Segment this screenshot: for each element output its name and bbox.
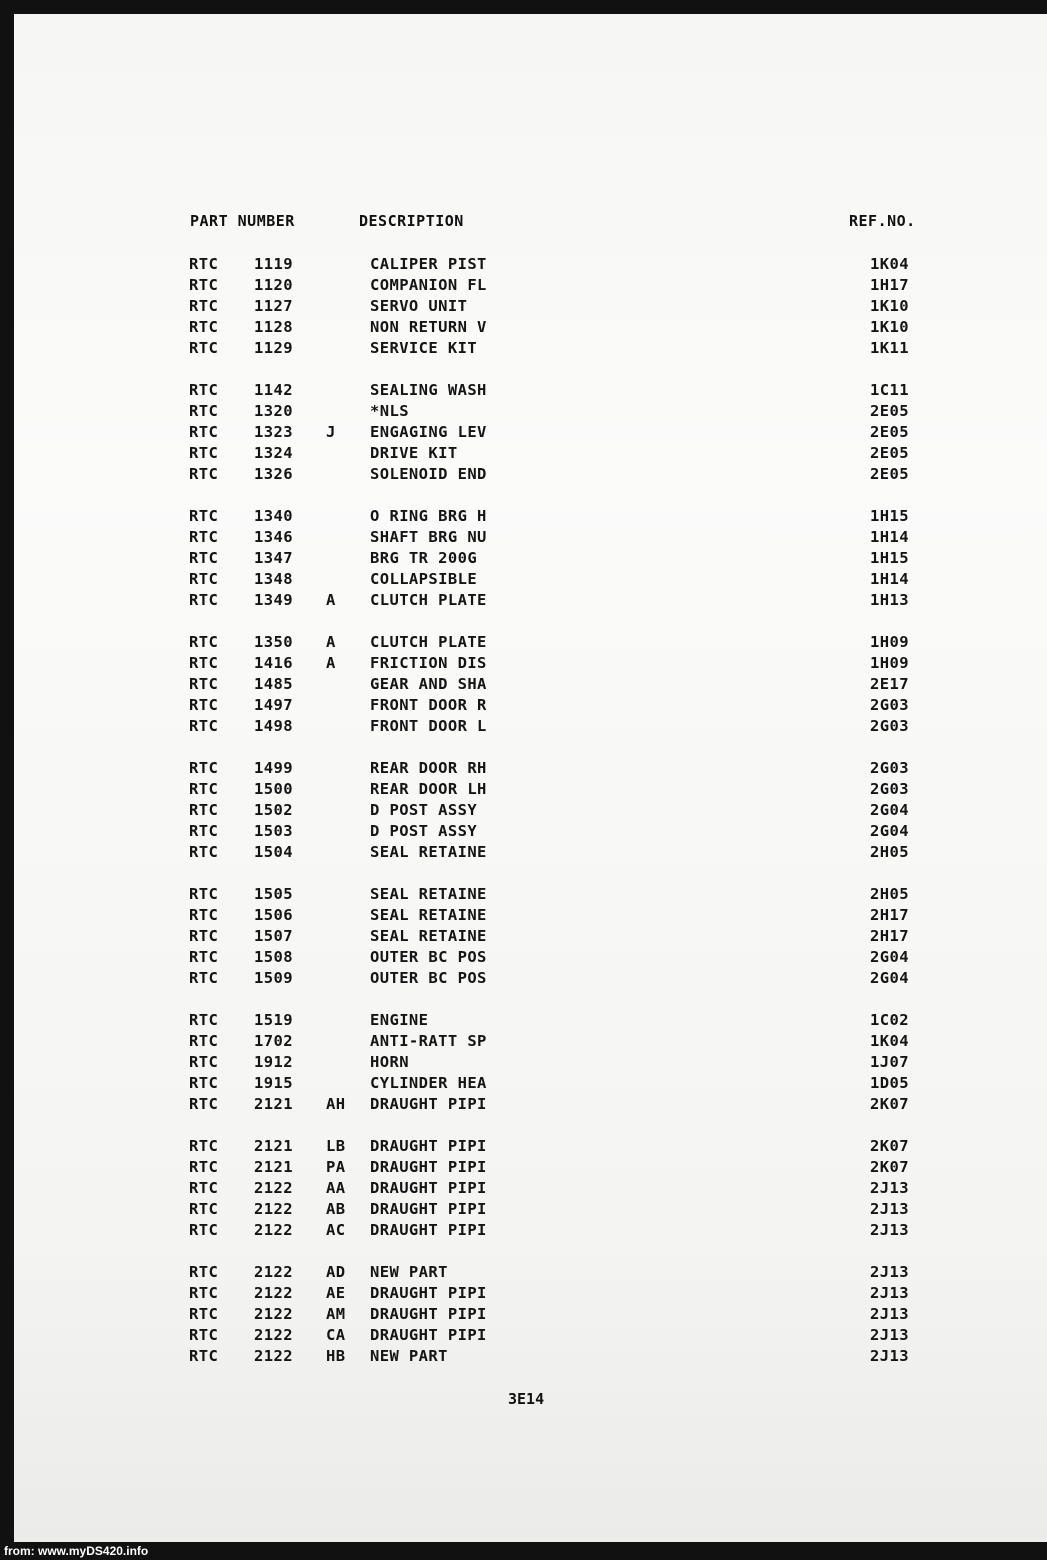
part-ref: 2G03 — [870, 696, 909, 714]
part-description: SEAL RETAINE — [370, 906, 487, 924]
part-prefix: RTC — [189, 633, 219, 651]
part-row — [14, 1031, 1047, 1052]
part-number: 1320 — [254, 402, 293, 420]
part-number: 1416 — [254, 654, 293, 672]
part-row — [14, 905, 1047, 926]
part-number: 2122 — [254, 1347, 293, 1365]
part-description: DRAUGHT PIPI — [370, 1221, 487, 1239]
part-prefix: RTC — [189, 1137, 219, 1155]
part-number: 1119 — [254, 255, 293, 273]
part-prefix: RTC — [189, 1347, 219, 1365]
part-number: 1324 — [254, 444, 293, 462]
part-suffix: A — [326, 591, 336, 609]
part-row — [14, 275, 1047, 296]
bleed-through — [14, 1414, 1047, 1542]
part-number: 1702 — [254, 1032, 293, 1050]
part-description: ENGAGING LEV — [370, 423, 487, 441]
part-row — [14, 1178, 1047, 1199]
header-part-number: PART NUMBER — [190, 212, 295, 230]
part-description: DRAUGHT PIPI — [370, 1137, 487, 1155]
part-prefix: RTC — [189, 1200, 219, 1218]
part-row — [14, 254, 1047, 275]
part-description: HORN — [370, 1053, 409, 1071]
part-description: REAR DOOR RH — [370, 759, 487, 777]
part-description: DRIVE KIT — [370, 444, 458, 462]
part-row — [14, 569, 1047, 590]
part-row — [14, 779, 1047, 800]
part-prefix: RTC — [189, 759, 219, 777]
part-row — [14, 1010, 1047, 1031]
part-prefix: RTC — [189, 1284, 219, 1302]
part-description: CALIPER PIST — [370, 255, 487, 273]
part-ref: 2G04 — [870, 822, 909, 840]
part-ref: 2J13 — [870, 1284, 909, 1302]
part-number: 2122 — [254, 1200, 293, 1218]
part-prefix: RTC — [189, 1326, 219, 1344]
part-row — [14, 1157, 1047, 1178]
part-prefix: RTC — [189, 402, 219, 420]
part-number: 1142 — [254, 381, 293, 399]
part-row — [14, 821, 1047, 842]
part-description: CLUTCH PLATE — [370, 633, 487, 651]
part-description: SEALING WASH — [370, 381, 487, 399]
part-description: D POST ASSY — [370, 801, 478, 819]
part-number: 1499 — [254, 759, 293, 777]
part-number: 1323 — [254, 423, 293, 441]
part-prefix: RTC — [189, 423, 219, 441]
part-prefix: RTC — [189, 465, 219, 483]
part-ref: 2H17 — [870, 927, 909, 945]
part-description: SEAL RETAINE — [370, 885, 487, 903]
part-row — [14, 842, 1047, 863]
part-number: 1509 — [254, 969, 293, 987]
part-description: DRAUGHT PIPI — [370, 1305, 487, 1323]
part-description: DRAUGHT PIPI — [370, 1179, 487, 1197]
part-row — [14, 674, 1047, 695]
part-ref: 2J13 — [870, 1305, 909, 1323]
part-prefix: RTC — [189, 906, 219, 924]
part-ref: 1H15 — [870, 549, 909, 567]
part-description: OUTER BC POS — [370, 969, 487, 987]
part-row — [14, 653, 1047, 674]
part-row — [14, 1283, 1047, 1304]
part-prefix: RTC — [189, 444, 219, 462]
part-row — [14, 716, 1047, 737]
part-row — [14, 1325, 1047, 1346]
part-row — [14, 1094, 1047, 1115]
part-ref: 2G03 — [870, 780, 909, 798]
row-group — [14, 1010, 1047, 1115]
part-prefix: RTC — [189, 297, 219, 315]
part-number: 2122 — [254, 1221, 293, 1239]
part-number: 1129 — [254, 339, 293, 357]
part-ref: 1K10 — [870, 297, 909, 315]
part-row — [14, 317, 1047, 338]
part-suffix: AA — [326, 1179, 346, 1197]
part-number: 1519 — [254, 1011, 293, 1029]
part-prefix: RTC — [189, 1032, 219, 1050]
part-prefix: RTC — [189, 801, 219, 819]
part-suffix: AB — [326, 1200, 346, 1218]
part-ref: 1K11 — [870, 339, 909, 357]
part-row — [14, 590, 1047, 611]
part-number: 1340 — [254, 507, 293, 525]
part-prefix: RTC — [189, 549, 219, 567]
part-description: COMPANION FL — [370, 276, 487, 294]
part-number: 1505 — [254, 885, 293, 903]
header-description: DESCRIPTION — [359, 212, 464, 230]
part-number: 1912 — [254, 1053, 293, 1071]
part-suffix: AD — [326, 1263, 346, 1281]
part-prefix: RTC — [189, 318, 219, 336]
part-description: SEAL RETAINE — [370, 927, 487, 945]
part-ref: 2G04 — [870, 801, 909, 819]
part-ref: 2J13 — [870, 1221, 909, 1239]
part-ref: 2E17 — [870, 675, 909, 693]
part-prefix: RTC — [189, 843, 219, 861]
part-prefix: RTC — [189, 948, 219, 966]
part-description: NEW PART — [370, 1347, 448, 1365]
part-row — [14, 296, 1047, 317]
part-ref: 2J13 — [870, 1263, 909, 1281]
part-row — [14, 1346, 1047, 1367]
part-description: SOLENOID END — [370, 465, 487, 483]
part-row — [14, 926, 1047, 947]
part-number: 2122 — [254, 1263, 293, 1281]
part-prefix: RTC — [189, 591, 219, 609]
part-number: 1497 — [254, 696, 293, 714]
part-row — [14, 632, 1047, 653]
part-description: BRG TR 200G — [370, 549, 478, 567]
part-ref: 1H09 — [870, 654, 909, 672]
part-description: DRAUGHT PIPI — [370, 1158, 487, 1176]
part-description: NON RETURN V — [370, 318, 487, 336]
part-description: SEAL RETAINE — [370, 843, 487, 861]
part-description: O RING BRG H — [370, 507, 487, 525]
part-description: ANTI-RATT SP — [370, 1032, 487, 1050]
part-suffix: AC — [326, 1221, 346, 1239]
part-ref: 2K07 — [870, 1137, 909, 1155]
part-ref: 1K04 — [870, 1032, 909, 1050]
part-prefix: RTC — [189, 528, 219, 546]
part-prefix: RTC — [189, 654, 219, 672]
part-row — [14, 506, 1047, 527]
part-ref: 2J13 — [870, 1347, 909, 1365]
part-number: 2121 — [254, 1095, 293, 1113]
part-ref: 1H14 — [870, 570, 909, 588]
part-ref: 1H13 — [870, 591, 909, 609]
part-number: 2121 — [254, 1137, 293, 1155]
part-number: 1326 — [254, 465, 293, 483]
part-row — [14, 548, 1047, 569]
part-prefix: RTC — [189, 1011, 219, 1029]
row-group — [14, 632, 1047, 737]
source-watermark: from: www.myDS420.info — [4, 1544, 149, 1558]
row-group — [14, 380, 1047, 485]
part-prefix: RTC — [189, 381, 219, 399]
part-prefix: RTC — [189, 885, 219, 903]
part-number: 1347 — [254, 549, 293, 567]
part-prefix: RTC — [189, 1074, 219, 1092]
part-row — [14, 1052, 1047, 1073]
part-ref: 2G03 — [870, 759, 909, 777]
part-row — [14, 1262, 1047, 1283]
part-prefix: RTC — [189, 570, 219, 588]
part-row — [14, 380, 1047, 401]
part-description: SHAFT BRG NU — [370, 528, 487, 546]
part-ref: 1C11 — [870, 381, 909, 399]
document-page — [14, 14, 1047, 1542]
part-row — [14, 947, 1047, 968]
part-prefix: RTC — [189, 1053, 219, 1071]
part-description: SERVICE KIT — [370, 339, 478, 357]
part-ref: 2G04 — [870, 969, 909, 987]
part-ref: 2E05 — [870, 423, 909, 441]
part-prefix: RTC — [189, 696, 219, 714]
part-row — [14, 443, 1047, 464]
part-description: COLLAPSIBLE — [370, 570, 478, 588]
part-prefix: RTC — [189, 675, 219, 693]
row-group — [14, 1262, 1047, 1367]
part-row — [14, 401, 1047, 422]
part-row — [14, 527, 1047, 548]
part-number: 1128 — [254, 318, 293, 336]
part-ref: 2H05 — [870, 885, 909, 903]
part-prefix: RTC — [189, 822, 219, 840]
part-ref: 2J13 — [870, 1179, 909, 1197]
part-ref: 2J13 — [870, 1200, 909, 1218]
row-group — [14, 1136, 1047, 1241]
part-ref: 1H14 — [870, 528, 909, 546]
part-ref: 2K07 — [870, 1095, 909, 1113]
part-number: 1348 — [254, 570, 293, 588]
parts-list — [14, 254, 1047, 1388]
part-description: REAR DOOR LH — [370, 780, 487, 798]
part-ref: 2K07 — [870, 1158, 909, 1176]
part-description: SERVO UNIT — [370, 297, 468, 315]
part-number: 1500 — [254, 780, 293, 798]
part-number: 2122 — [254, 1179, 293, 1197]
part-suffix: AM — [326, 1305, 346, 1323]
part-ref: 1K04 — [870, 255, 909, 273]
part-description: OUTER BC POS — [370, 948, 487, 966]
part-ref: 2G04 — [870, 948, 909, 966]
part-description: NEW PART — [370, 1263, 448, 1281]
row-group — [14, 506, 1047, 611]
part-row — [14, 1304, 1047, 1325]
part-prefix: RTC — [189, 969, 219, 987]
part-row — [14, 968, 1047, 989]
part-row — [14, 884, 1047, 905]
part-row — [14, 758, 1047, 779]
part-ref: 1H15 — [870, 507, 909, 525]
part-number: 2122 — [254, 1305, 293, 1323]
part-description: FRONT DOOR R — [370, 696, 487, 714]
part-description: FRICTION DIS — [370, 654, 487, 672]
part-description: DRAUGHT PIPI — [370, 1326, 487, 1344]
part-row — [14, 695, 1047, 716]
part-prefix: RTC — [189, 717, 219, 735]
part-suffix: HB — [326, 1347, 346, 1365]
part-row — [14, 1199, 1047, 1220]
part-number: 2122 — [254, 1326, 293, 1344]
part-ref: 1J07 — [870, 1053, 909, 1071]
part-number: 2121 — [254, 1158, 293, 1176]
part-ref: 2E05 — [870, 444, 909, 462]
part-number: 1504 — [254, 843, 293, 861]
part-row — [14, 1073, 1047, 1094]
header-ref-no: REF.NO. — [849, 212, 916, 230]
part-description: DRAUGHT PIPI — [370, 1200, 487, 1218]
part-row — [14, 1136, 1047, 1157]
part-suffix: AH — [326, 1095, 346, 1113]
part-number: 2122 — [254, 1284, 293, 1302]
row-group — [14, 758, 1047, 863]
part-ref: 2H17 — [870, 906, 909, 924]
part-description: DRAUGHT PIPI — [370, 1095, 487, 1113]
part-number: 1508 — [254, 948, 293, 966]
part-number: 1506 — [254, 906, 293, 924]
part-number: 1485 — [254, 675, 293, 693]
part-ref: 1C02 — [870, 1011, 909, 1029]
part-suffix: A — [326, 633, 336, 651]
part-suffix: J — [326, 423, 336, 441]
part-ref: 2G03 — [870, 717, 909, 735]
part-number: 1915 — [254, 1074, 293, 1092]
part-number: 1502 — [254, 801, 293, 819]
part-description: FRONT DOOR L — [370, 717, 487, 735]
row-group — [14, 884, 1047, 989]
part-prefix: RTC — [189, 1095, 219, 1113]
part-ref: 2J13 — [870, 1326, 909, 1344]
column-header — [14, 212, 1047, 234]
part-number: 1120 — [254, 276, 293, 294]
part-ref: 2E05 — [870, 402, 909, 420]
part-prefix: RTC — [189, 780, 219, 798]
part-description: GEAR AND SHA — [370, 675, 487, 693]
part-prefix: RTC — [189, 255, 219, 273]
part-prefix: RTC — [189, 1179, 219, 1197]
part-prefix: RTC — [189, 927, 219, 945]
part-row — [14, 800, 1047, 821]
part-prefix: RTC — [189, 1263, 219, 1281]
part-row — [14, 338, 1047, 359]
part-prefix: RTC — [189, 276, 219, 294]
part-row — [14, 422, 1047, 443]
part-number: 1507 — [254, 927, 293, 945]
part-description: *NLS — [370, 402, 409, 420]
part-ref: 2H05 — [870, 843, 909, 861]
part-ref: 1K10 — [870, 318, 909, 336]
part-suffix: CA — [326, 1326, 346, 1344]
part-prefix: RTC — [189, 1158, 219, 1176]
part-ref: 1H17 — [870, 276, 909, 294]
part-description: DRAUGHT PIPI — [370, 1284, 487, 1302]
part-ref: 1D05 — [870, 1074, 909, 1092]
part-prefix: RTC — [189, 507, 219, 525]
part-ref: 2E05 — [870, 465, 909, 483]
part-number: 1127 — [254, 297, 293, 315]
part-row — [14, 464, 1047, 485]
part-number: 1498 — [254, 717, 293, 735]
part-number: 1503 — [254, 822, 293, 840]
part-suffix: LB — [326, 1137, 346, 1155]
part-description: D POST ASSY — [370, 822, 478, 840]
part-description: CYLINDER HEA — [370, 1074, 487, 1092]
part-suffix: A — [326, 654, 336, 672]
part-prefix: RTC — [189, 1221, 219, 1239]
part-row — [14, 1220, 1047, 1241]
part-number: 1349 — [254, 591, 293, 609]
part-ref: 1H09 — [870, 633, 909, 651]
part-number: 1350 — [254, 633, 293, 651]
page-code: 3E14 — [508, 1390, 545, 1408]
part-prefix: RTC — [189, 339, 219, 357]
part-description: ENGINE — [370, 1011, 429, 1029]
part-suffix: PA — [326, 1158, 346, 1176]
part-prefix: RTC — [189, 1305, 219, 1323]
part-suffix: AE — [326, 1284, 346, 1302]
part-number: 1346 — [254, 528, 293, 546]
row-group — [14, 254, 1047, 359]
part-description: CLUTCH PLATE — [370, 591, 487, 609]
